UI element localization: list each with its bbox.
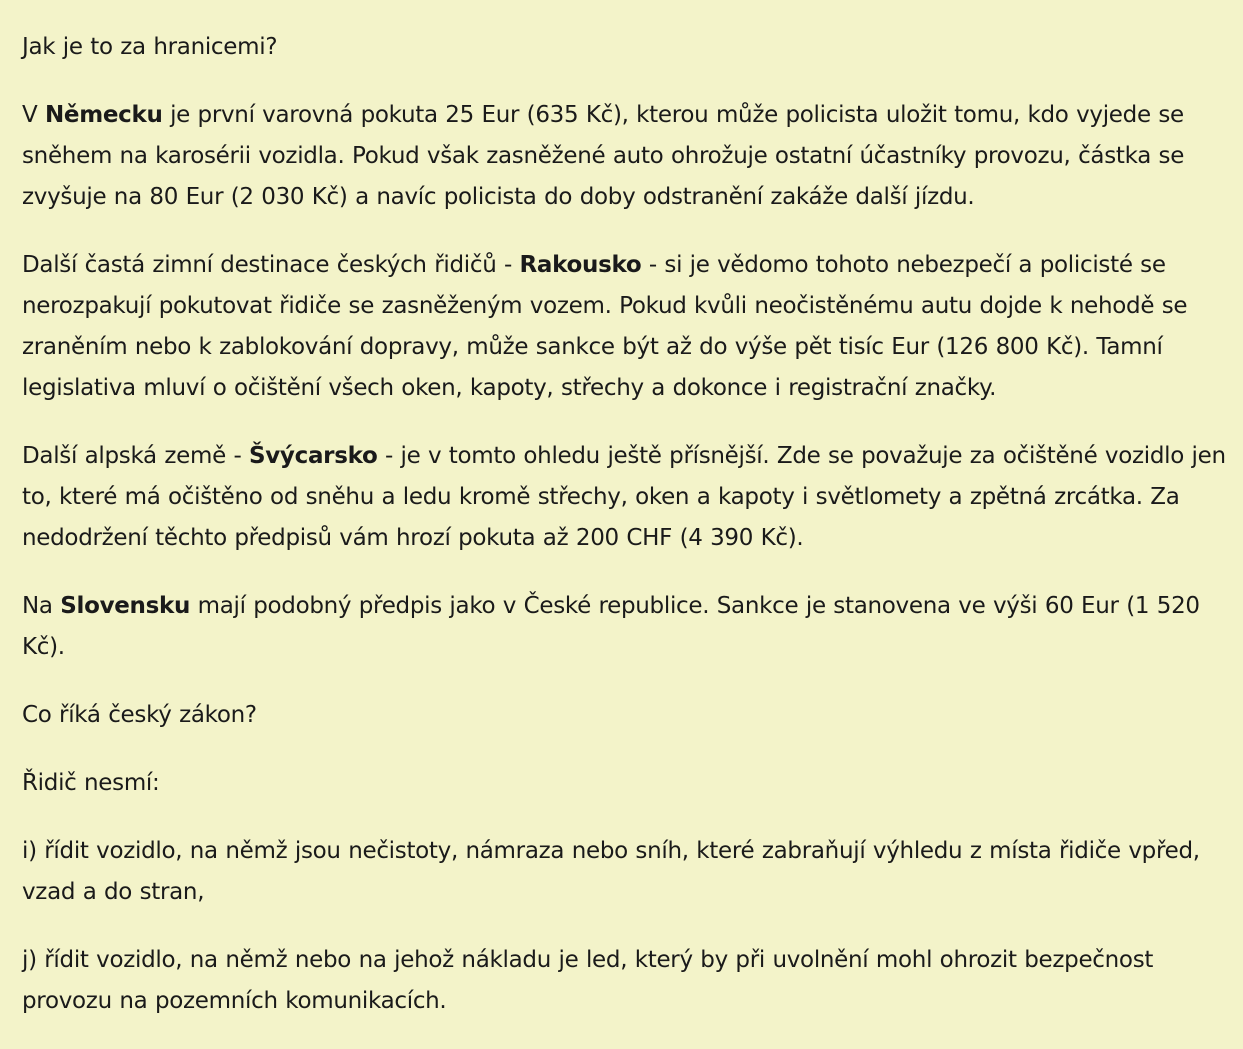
slovakia-prefix: Na <box>22 593 61 619</box>
rule-i: i) řídit vozidlo, na němž jsou nečistoty, námraza nebo sníh, které zabraňují výhledu z místa řidiče vpřed, vzad a do stran, <box>22 838 1200 905</box>
austria-prefix: Další častá zimní destinace českých řidičů - <box>22 252 520 278</box>
slovakia-paragraph <box>22 586 1229 668</box>
switzerland-prefix: Další alpská země - <box>22 443 249 469</box>
rule-j: j) řídit vozidlo, na němž nebo na jehož nákladu je led, který by při uvolnění mohl ohrozit bezpečnost provozu na pozemních komunikacích. <box>22 947 1154 1014</box>
switzerland-text: - je v tomto ohledu ještě přísnější. Zde se považuje za očištěné vozidlo jen to, které má očištěno od sněhu a ledu kromě střechy, oken a kapoty i světlomety a zpětná zrcátka. Za nedodržení těchto předpisů vám hrozí pokuta až 200 CHF (4 390 Kč). <box>22 443 1226 551</box>
switzerland-paragraph <box>22 436 1229 559</box>
austria-paragraph <box>22 245 1229 409</box>
germany-paragraph <box>22 95 1229 218</box>
germany-prefix: V <box>22 102 45 128</box>
austria-country: Rakousko <box>519 252 642 278</box>
switzerland-country: Švýcarsko <box>248 443 378 469</box>
slovakia-country: Slovensku <box>60 593 191 619</box>
slovakia-text: mají podobný předpis jako v České republice. Sankce je stanovena ve výši 60 Eur (1 520 Kč). <box>22 593 1200 660</box>
germany-country: Německu <box>44 102 163 128</box>
czech-law-question: Co říká český zákon? <box>22 702 257 728</box>
intro-question: Jak je to za hranicemi? <box>22 34 278 60</box>
driver-must-not: Řidič nesmí: <box>22 770 160 796</box>
austria-text: - si je vědomo tohoto nebezpečí a policisté se nerozpakují pokutovat řidiče se zasněženým vozem. Pokud kvůli neočistěnému autu dojde k nehodě se zraněním nebo k zablokování dopravy, může sankce být až do výše pět tisíc Eur (126 800 Kč). Tamní legislativa mluví o očištění všech oken, kapoty, střechy a dokonce i registrační značky. <box>22 252 1188 401</box>
germany-text: je první varovná pokuta 25 Eur (635 Kč), kterou může policista uložit tomu, kdo vyjede se sněhem na karosérii vozidla. Pokud však zasněžené auto ohrožuje ostatní účastníky provozu, částka se zvyšuje na 80 Eur (2 030 Kč) a navíc policista do doby odstranění zakáže další jízdu. <box>22 102 1185 210</box>
